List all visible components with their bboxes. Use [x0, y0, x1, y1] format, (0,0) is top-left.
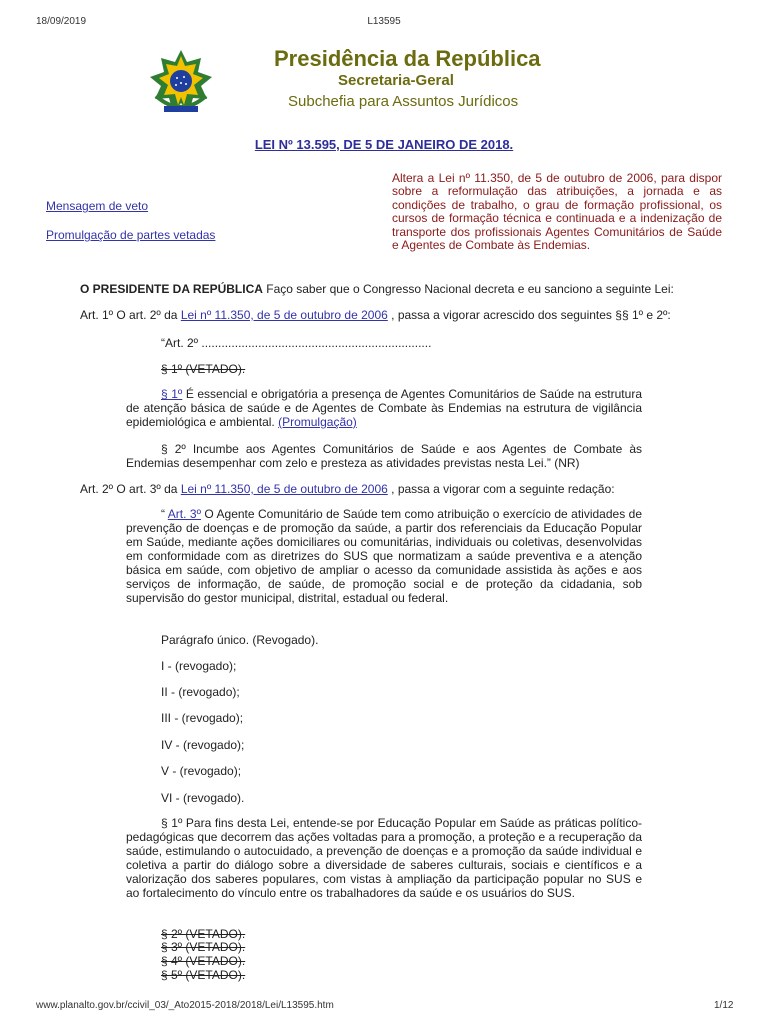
title-subchefia: Subchefia para Assuntos Jurídicos — [288, 93, 519, 110]
art3-quote-open: “ — [161, 507, 168, 521]
footer-page-number: 1/12 — [714, 1000, 734, 1011]
vetado-item: § 2º (VETADO). — [161, 927, 246, 941]
vetado-item: § 3º (VETADO). — [161, 940, 246, 954]
law-title[interactable]: LEI Nº 13.595, DE 5 DE JANEIRO DE 2018. — [254, 137, 514, 152]
title-secretaria: Secretaria-Geral — [338, 72, 454, 89]
ementa-text: Altera a Lei nº 11.350, de 5 de outubro de 2006, para dispor sobre a reformulação das atribuições, a jornada e as condições de trabalho, o grau de formação profissional, os cursos de formação técnica e continuada e a indenização de transporte dos profissionais Agentes Comunitários de Saúde e Agentes de Combate às Endemias. — [392, 171, 722, 253]
preamble-rest: Faço saber que o Congresso Nacional decreta e eu sanciono a seguinte Lei: — [262, 282, 674, 296]
vetado-item: § 4º (VETADO). — [161, 954, 246, 968]
inciso-item: II - (revogado); — [161, 685, 240, 699]
print-date: 18/09/2019 — [36, 16, 87, 27]
par1-text: É essencial e obrigatória a presença de Agentes Comunitários de Saúde na estrutura de atenção básica de saúde e de Agentes de Combate às Endemias na estrutura de vigilância epidemiológica e ambiental. — [126, 387, 642, 429]
brazil-coat-of-arms-icon — [146, 48, 216, 118]
preamble-bold: O PRESIDENTE DA REPÚBLICA — [80, 282, 263, 296]
art1-start: Art. 1º O art. 2º da — [80, 308, 181, 322]
print-doc-id: L13595 — [367, 16, 401, 27]
art1-paragraph — [80, 308, 720, 322]
inciso-item: V - (revogado); — [161, 764, 242, 778]
art2-quote: “Art. 2º ..................................................................... — [161, 336, 432, 350]
art2-law-link[interactable]: Lei nº 11.350, de 5 de outubro de 2006 — [180, 482, 388, 496]
paragrafo-unico: Parágrafo único. (Revogado). — [161, 633, 319, 647]
title-presidencia: Presidência da República — [274, 46, 541, 71]
inciso-item: III - (revogado); — [161, 711, 244, 725]
par1-art3-paragraph: § 1º Para fins desta Lei, entende-se por Educação Popular em Saúde as práticas político-pedagógicas que decorrem das ações voltadas para a promoção, a proteção e a recuperação da saúde, estimulando o autocuidado, a prevenção de doenças e a promoção da saúde individual e coletiva a partir do diálogo sobre a diversidade de saberes culturais, sociais e científicos e a valorização dos saberes populares, com vistas à ampliação da participação popular no SUS e ao fortalecimento do vínculo entre os trabalhadores da saúde e os usuários do SUS. — [126, 816, 642, 900]
art1-law-link[interactable]: Lei nº 11.350, de 5 de outubro de 2006 — [180, 308, 388, 322]
par1-paragraph — [126, 387, 642, 429]
art2-paragraph — [80, 482, 720, 496]
art2-end: , passa a vigorar com a seguinte redação: — [387, 482, 615, 496]
inciso-item: I - (revogado); — [161, 659, 237, 673]
inciso-item: IV - (revogado); — [161, 738, 245, 752]
promulgation-link[interactable]: Promulgação de partes vetadas — [46, 228, 216, 242]
inciso-item: VI - (revogado). — [161, 791, 245, 805]
art1-end: , passa a vigorar acrescido dos seguintes §§ 1º e 2º: — [387, 308, 671, 322]
footer-url: www.planalto.gov.br/ccivil_03/_Ato2015-2018/2018/Lei/L13595.htm — [36, 1000, 334, 1011]
par2-paragraph: § 2º Incumbe aos Agentes Comunitários de Saúde e aos Agentes de Combate às Endemias desempenhar com zelo e presteza as atividades previstas nesta Lei.” (NR) — [126, 442, 642, 470]
par1-link[interactable]: § 1º — [161, 387, 183, 401]
art3-paragraph — [126, 507, 642, 605]
art3-link[interactable]: Art. 3º — [167, 507, 201, 521]
vetado-item: § 5º (VETADO). — [161, 968, 246, 982]
veto-message-link[interactable]: Mensagem de veto — [46, 199, 149, 213]
art2-start: Art. 2º O art. 3º da — [80, 482, 181, 496]
art3-text: O Agente Comunitário de Saúde tem como atribuição o exercício de atividades de prevenção de doenças e de promoção da saúde, a partir dos referenciais da Educação Popular em Saúde, mediante ações domiciliares ou comunitárias, individuais ou coletivas, desenvolvidas em conformidade com as diretrizes do SUS que normatizam a saúde preventiva e a atenção básica em saúde, com objetivo de ampliar o acesso da comunidade assistida às ações e aos serviços de informação, de saúde, de promoção social e de proteção da cidadania, sob supervisão do gestor municipal, distrital, estadual ou federal. — [126, 507, 642, 605]
preamble — [80, 282, 720, 296]
par1-promulgacao-link[interactable]: (Promulgação) — [278, 415, 357, 429]
par1-vetado: § 1º (VETADO). — [161, 362, 246, 376]
